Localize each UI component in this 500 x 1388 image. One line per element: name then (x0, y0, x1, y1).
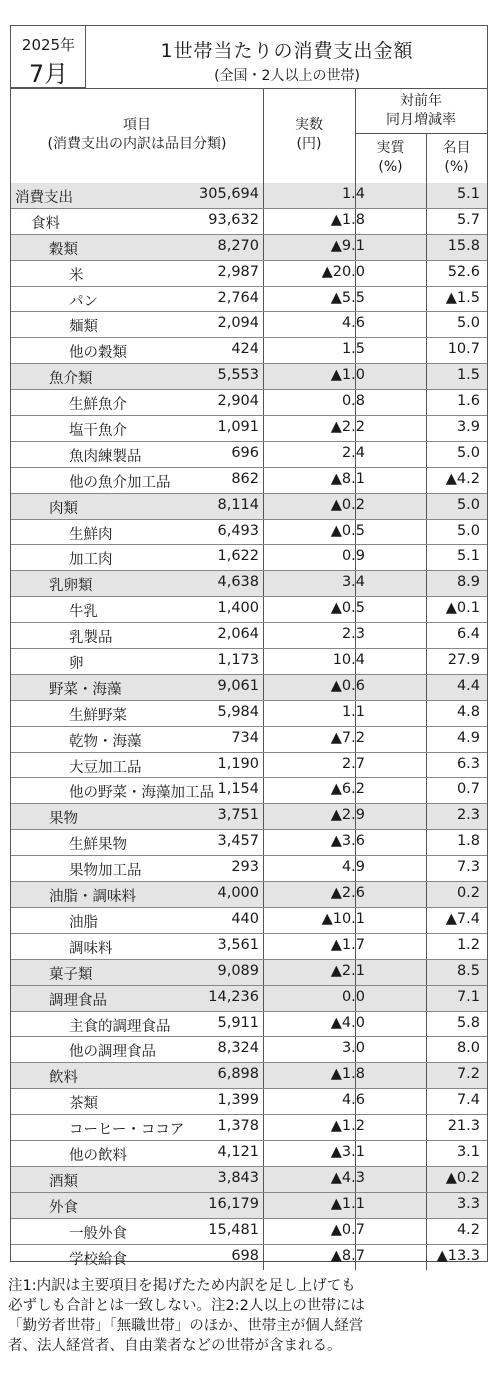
row-amount: 4,000 (217, 885, 259, 902)
row-real-change: 0.0 (341, 988, 365, 1005)
row-real-change: 1.5 (341, 341, 365, 358)
column-divider (263, 804, 264, 829)
column-divider (263, 727, 264, 752)
table-header (11, 88, 487, 184)
row-real-change: 10.4 (332, 652, 365, 669)
table-row (11, 1037, 487, 1063)
row-amount: 2,094 (217, 315, 259, 332)
row-amount: 4,121 (217, 1143, 259, 1160)
row-real-change: ▲4.0 (330, 1014, 365, 1031)
row-item-name: 生鮮肉 (69, 526, 113, 543)
table-row (11, 364, 487, 390)
header-real-label: 実質 (376, 140, 405, 156)
row-amount: 9,061 (217, 677, 259, 694)
row-item-name: コーヒー・ココア (69, 1122, 185, 1139)
column-divider (263, 882, 264, 907)
row-amount: 305,694 (199, 186, 259, 202)
header-change-label: 対前年 (400, 93, 442, 109)
table-row (11, 338, 487, 364)
row-nominal-change: 1.8 (456, 833, 480, 850)
row-nominal-change: 7.2 (456, 1066, 480, 1083)
row-item-name: 魚肉練製品 (69, 448, 142, 465)
header-amount-unit: (円) (296, 136, 322, 152)
footnote-line: 必ずしも合計とは一致しない。注2:2人以上の世帯には (8, 1298, 365, 1314)
table-row (11, 494, 487, 520)
table-row (11, 545, 487, 571)
header-item-sublabel: (消費支出の内訳は品目分類) (47, 136, 227, 152)
row-nominal-change: 8.5 (456, 962, 480, 979)
row-amount: 2,764 (217, 289, 259, 306)
row-amount: 6,898 (217, 1066, 259, 1083)
table-frame (10, 25, 488, 1268)
footnote-line: 「勤労者世帯」「無職世帯」のほか、世帯主が個人経営 (8, 1318, 364, 1334)
table-row (11, 1167, 487, 1193)
row-real-change: ▲2.1 (330, 962, 365, 979)
table-row (11, 934, 487, 960)
row-item-name: 他の野菜・海藻加工品 (69, 785, 214, 802)
table-row (11, 908, 487, 934)
table-row (11, 571, 487, 597)
footnote-line: 者、法人経営者、自由業者などの世帯が含まれる。 (8, 1338, 342, 1354)
table-row (11, 209, 487, 235)
row-real-change: ▲20.0 (321, 263, 365, 280)
row-amount: 734 (231, 729, 259, 746)
period-box (11, 26, 86, 88)
row-real-change: 0.9 (341, 548, 365, 565)
row-real-change: ▲1.0 (330, 367, 365, 384)
row-nominal-change: 15.8 (447, 237, 480, 254)
row-real-change: ▲0.5 (330, 600, 365, 617)
row-real-change: 1.1 (341, 703, 365, 720)
row-nominal-change: 6.4 (456, 626, 480, 643)
table-row (11, 1141, 487, 1167)
row-amount: 1,399 (217, 1092, 259, 1109)
row-nominal-change: 6.3 (456, 755, 480, 772)
row-real-change: ▲3.1 (330, 1143, 365, 1160)
row-amount: 1,378 (217, 1118, 259, 1135)
row-nominal-change: 8.9 (456, 574, 480, 591)
column-divider (263, 778, 264, 803)
row-amount: 5,984 (217, 703, 259, 720)
row-real-change: ▲1.8 (330, 211, 365, 228)
row-item-name: 主食的調理食品 (69, 1018, 171, 1035)
column-divider (263, 986, 264, 1011)
column-divider (263, 908, 264, 933)
row-item-name: 果物 (49, 811, 78, 828)
period-year: 2025年 (21, 36, 76, 54)
row-real-change: 2.3 (341, 626, 365, 643)
table-row (11, 520, 487, 546)
table-row (11, 830, 487, 856)
row-amount: 696 (231, 444, 259, 461)
table-row (11, 312, 487, 338)
row-real-change: ▲0.2 (330, 496, 365, 513)
header-amount-label: 実数 (295, 117, 323, 133)
row-item-name: 油脂 (69, 914, 98, 931)
table-row (11, 1193, 487, 1219)
row-amount: 8,324 (217, 1040, 259, 1057)
row-nominal-change: 1.5 (456, 367, 480, 384)
column-divider (263, 545, 264, 570)
header-item-label: 項目 (123, 117, 151, 133)
table-subtitle: (全国・2人以上の世帯) (214, 68, 360, 84)
row-amount: 1,190 (217, 755, 259, 772)
row-item-name: 卵 (69, 656, 84, 673)
table-row (11, 623, 487, 649)
period-month: 7月 (28, 60, 69, 88)
column-divider (263, 753, 264, 778)
column-divider (263, 235, 264, 260)
table-row (11, 727, 487, 753)
column-divider (263, 416, 264, 441)
table-row (11, 1089, 487, 1115)
row-item-name: パン (69, 293, 98, 310)
row-item-name: 油脂・調味料 (49, 889, 136, 906)
table-row (11, 287, 487, 313)
row-real-change: ▲4.3 (330, 1169, 365, 1186)
row-real-change: 4.6 (341, 315, 365, 332)
row-item-name: 学校給食 (69, 1251, 127, 1268)
table-row (11, 442, 487, 468)
table-row (11, 856, 487, 882)
table-row (11, 1219, 487, 1245)
row-real-change: ▲2.2 (330, 419, 365, 436)
row-nominal-change: 2.3 (456, 807, 480, 824)
column-divider (263, 390, 264, 415)
row-amount: 8,270 (217, 237, 259, 254)
header-change (355, 92, 487, 130)
column-divider (263, 364, 264, 389)
row-item-name: 大豆加工品 (69, 759, 142, 776)
table-row (11, 390, 487, 416)
row-item-name: 米 (69, 267, 84, 284)
table-row (11, 804, 487, 830)
header-amount (263, 116, 355, 154)
table-row (11, 261, 487, 287)
row-nominal-change: 4.8 (456, 703, 480, 720)
column-divider (263, 261, 264, 286)
row-real-change: ▲0.5 (330, 522, 365, 539)
row-amount: 3,561 (217, 936, 259, 953)
row-nominal-change: 27.9 (447, 652, 480, 669)
row-item-name: 茶類 (69, 1096, 98, 1113)
table-title: 1世帯当たりの消費支出金額 (160, 40, 414, 62)
column-divider (263, 287, 264, 312)
table-row (11, 701, 487, 727)
row-real-change: 0.8 (341, 393, 365, 410)
footnote-line: 注1:内訳は主要項目を掲げたため内訳を足し上げても (8, 1278, 356, 1294)
row-nominal-change: 5.0 (456, 496, 480, 513)
row-item-name: 菓子類 (49, 966, 93, 983)
row-item-name: 他の穀類 (69, 345, 127, 362)
row-real-change: 4.6 (341, 1092, 365, 1109)
row-real-change: ▲2.9 (330, 807, 365, 824)
table-row (11, 753, 487, 779)
table-row (11, 986, 487, 1012)
row-nominal-change: ▲0.2 (445, 1169, 480, 1186)
table-row (11, 416, 487, 442)
row-nominal-change: 1.2 (456, 936, 480, 953)
row-amount: 293 (231, 859, 259, 876)
row-item-name: 消費支出 (15, 190, 73, 206)
table-row (11, 468, 487, 494)
row-nominal-change: 0.7 (456, 781, 480, 798)
column-divider (263, 183, 264, 208)
header-nominal (426, 139, 487, 177)
row-nominal-change: 5.0 (456, 315, 480, 332)
row-nominal-change: ▲13.3 (436, 1247, 480, 1264)
column-divider (263, 856, 264, 881)
row-nominal-change: 5.0 (456, 522, 480, 539)
table-row (11, 1063, 487, 1089)
row-item-name: 調理食品 (49, 992, 107, 1009)
row-item-name: 魚介類 (49, 371, 93, 388)
column-divider (263, 934, 264, 959)
row-real-change: ▲8.1 (330, 470, 365, 487)
header-change-sublabel: 同月増減率 (386, 112, 456, 128)
table-row (11, 1115, 487, 1141)
row-amount: 4,638 (217, 574, 259, 591)
row-nominal-change: 4.2 (456, 1221, 480, 1238)
column-divider (263, 1063, 264, 1088)
row-amount: 2,064 (217, 626, 259, 643)
row-item-name: 食料 (31, 215, 60, 232)
row-item-name: 塩干魚介 (69, 423, 127, 440)
column-divider (263, 209, 264, 234)
row-item-name: 生鮮魚介 (69, 397, 127, 414)
column-divider (263, 597, 264, 622)
column-divider (263, 623, 264, 648)
table-row (11, 235, 487, 261)
row-nominal-change: 7.3 (456, 859, 480, 876)
column-divider (263, 494, 264, 519)
row-item-name: 一般外食 (69, 1225, 127, 1242)
row-real-change: 3.0 (341, 1040, 365, 1057)
column-divider (263, 960, 264, 985)
header-divider (355, 133, 487, 134)
row-real-change: ▲1.2 (330, 1118, 365, 1135)
row-amount: 5,553 (217, 367, 259, 384)
row-nominal-change: 10.7 (447, 341, 480, 358)
row-nominal-change: ▲4.2 (445, 470, 480, 487)
column-divider (263, 571, 264, 596)
row-real-change: ▲3.6 (330, 833, 365, 850)
row-amount: 6,493 (217, 522, 259, 539)
row-real-change: ▲8.7 (330, 1247, 365, 1264)
row-amount: 862 (231, 470, 259, 487)
row-real-change: ▲1.8 (330, 1066, 365, 1083)
row-amount: 9,089 (217, 962, 259, 979)
table-row (11, 183, 487, 209)
row-amount: 3,751 (217, 807, 259, 824)
column-divider (263, 701, 264, 726)
row-amount: 1,173 (217, 652, 259, 669)
row-nominal-change: 21.3 (447, 1118, 480, 1135)
row-real-change: ▲1.7 (330, 936, 365, 953)
row-amount: 15,481 (208, 1221, 259, 1238)
table-row (11, 1245, 487, 1271)
row-amount: 8,114 (217, 496, 259, 513)
row-amount: 2,987 (217, 263, 259, 280)
header-real (355, 139, 426, 177)
row-item-name: 他の飲料 (69, 1147, 127, 1164)
row-item-name: 乳卵類 (49, 578, 93, 595)
row-amount: 16,179 (208, 1195, 259, 1212)
row-item-name: 穀類 (49, 241, 78, 258)
row-real-change: ▲7.2 (330, 729, 365, 746)
row-real-change: 1.4 (341, 186, 365, 202)
row-amount: 424 (231, 341, 259, 358)
row-real-change: ▲2.6 (330, 885, 365, 902)
row-amount: 93,632 (208, 211, 259, 228)
row-nominal-change: 7.1 (456, 988, 480, 1005)
row-item-name: 肉類 (49, 500, 78, 517)
row-amount: 5,911 (217, 1014, 259, 1031)
row-real-change: ▲5.5 (330, 289, 365, 306)
row-amount: 698 (231, 1247, 259, 1264)
column-divider (263, 1193, 264, 1218)
row-nominal-change: 3.9 (456, 419, 480, 436)
row-nominal-change: ▲0.1 (445, 600, 480, 617)
table-row (11, 882, 487, 908)
row-nominal-change: 5.1 (456, 186, 480, 202)
row-item-name: 牛乳 (69, 604, 98, 621)
row-item-name: 生鮮野菜 (69, 707, 127, 724)
column-divider (263, 1167, 264, 1192)
column-divider (263, 1245, 264, 1271)
row-item-name: 果物加工品 (69, 863, 142, 880)
row-real-change: 2.7 (341, 755, 365, 772)
column-divider (263, 338, 264, 363)
table-body (11, 183, 487, 1270)
header-nominal-unit: (%) (444, 159, 469, 175)
row-amount: 1,091 (217, 419, 259, 436)
row-real-change: 4.9 (341, 859, 365, 876)
row-nominal-change: 4.4 (456, 677, 480, 694)
row-nominal-change: 8.0 (456, 1040, 480, 1057)
column-divider (263, 1012, 264, 1037)
column-divider (263, 442, 264, 467)
table-row (11, 597, 487, 623)
header-item (11, 116, 263, 154)
table-row (11, 675, 487, 701)
row-item-name: 他の魚介加工品 (69, 474, 171, 491)
row-real-change: ▲9.1 (330, 237, 365, 254)
row-real-change: ▲0.7 (330, 1221, 365, 1238)
row-item-name: 飲料 (49, 1070, 78, 1087)
row-nominal-change: ▲7.4 (445, 910, 480, 927)
header-real-unit: (%) (378, 159, 403, 175)
table-row (11, 778, 487, 804)
row-amount: 1,400 (217, 600, 259, 617)
footnotes (8, 1276, 493, 1356)
column-divider (263, 1089, 264, 1114)
row-nominal-change: 3.3 (456, 1195, 480, 1212)
table-row (11, 960, 487, 986)
column-divider (263, 520, 264, 545)
row-item-name: 野菜・海藻 (49, 681, 122, 698)
row-nominal-change: ▲1.5 (445, 289, 480, 306)
row-amount: 1,154 (217, 781, 259, 798)
row-nominal-change: 5.8 (456, 1014, 480, 1031)
column-divider (263, 1037, 264, 1062)
row-nominal-change: 5.7 (456, 211, 480, 228)
row-nominal-change: 4.9 (456, 729, 480, 746)
row-item-name: 外食 (49, 1199, 78, 1216)
column-divider (263, 1219, 264, 1244)
column-divider (263, 312, 264, 337)
row-item-name: 他の調理食品 (69, 1044, 156, 1061)
row-amount: 440 (231, 910, 259, 927)
row-nominal-change: 52.6 (447, 263, 480, 280)
table-row (11, 649, 487, 675)
row-item-name: 調味料 (69, 940, 113, 957)
row-amount: 3,457 (217, 833, 259, 850)
column-divider (263, 649, 264, 674)
column-divider (263, 830, 264, 855)
row-item-name: 麺類 (69, 319, 98, 336)
row-amount: 3,843 (217, 1169, 259, 1186)
row-nominal-change: 0.2 (456, 885, 480, 902)
row-real-change: ▲6.2 (330, 781, 365, 798)
column-divider (263, 675, 264, 700)
row-amount: 14,236 (208, 988, 259, 1005)
row-amount: 1,622 (217, 548, 259, 565)
row-item-name: 乾物・海藻 (69, 733, 142, 750)
header-nominal-label: 名目 (442, 140, 471, 156)
row-nominal-change: 1.6 (456, 393, 480, 410)
row-amount: 2,904 (217, 393, 259, 410)
row-real-change: 3.4 (341, 574, 365, 591)
row-item-name: 加工肉 (69, 552, 113, 569)
row-nominal-change: 5.0 (456, 444, 480, 461)
table-row (11, 1012, 487, 1038)
row-item-name: 乳製品 (69, 630, 113, 647)
row-nominal-change: 5.1 (456, 548, 480, 565)
row-item-name: 生鮮果物 (69, 837, 127, 854)
column-divider (263, 1141, 264, 1166)
row-real-change: ▲0.6 (330, 677, 365, 694)
column-divider (263, 468, 264, 493)
row-item-name: 酒類 (49, 1173, 78, 1190)
column-divider (263, 1115, 264, 1140)
row-real-change: ▲1.1 (330, 1195, 365, 1212)
row-nominal-change: 3.1 (456, 1143, 480, 1160)
row-nominal-change: 7.4 (456, 1092, 480, 1109)
row-real-change: ▲10.1 (321, 910, 365, 927)
row-real-change: 2.4 (341, 444, 365, 461)
